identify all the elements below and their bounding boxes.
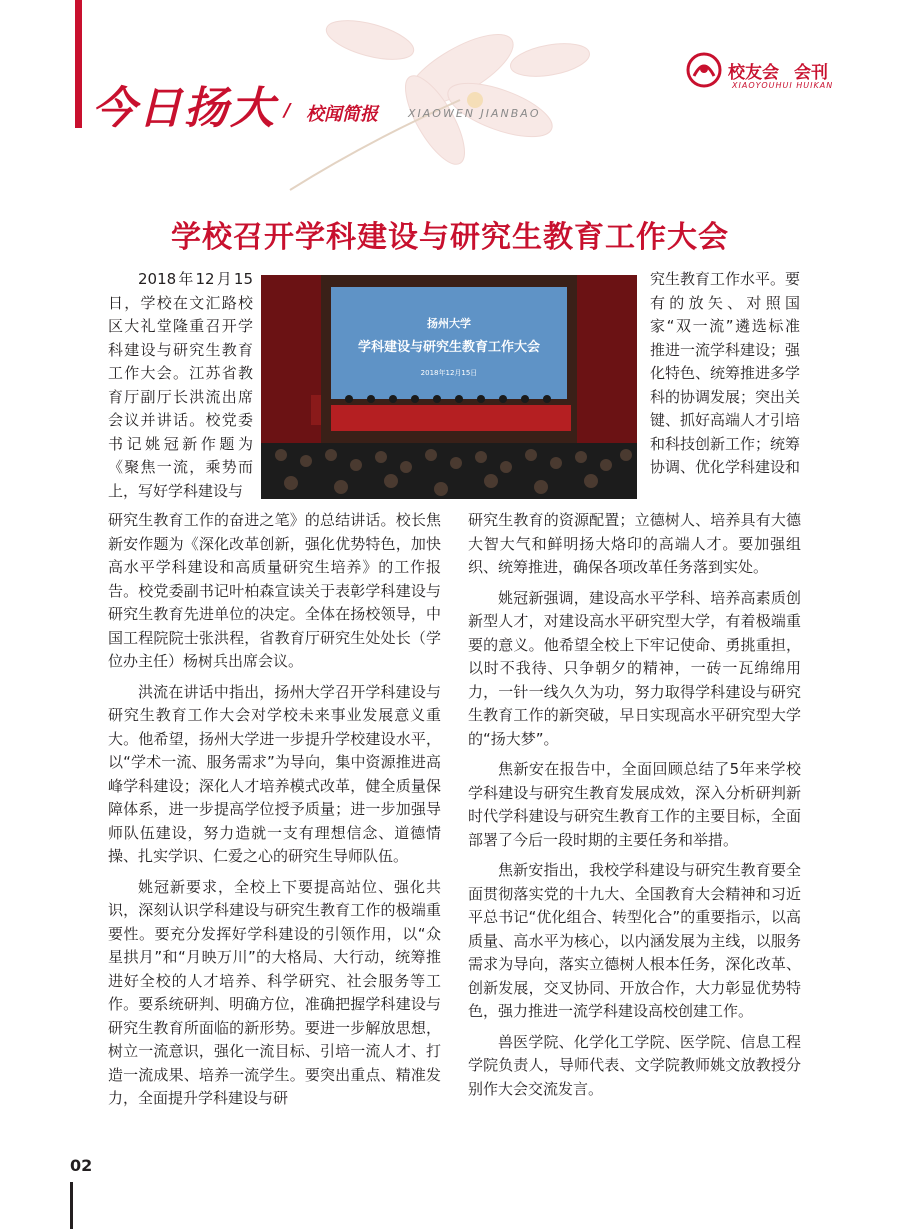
- paragraph-7: 兽医学院、化学化工学院、医学院、信息工程学院负责人，导师代表、文学院教师姚文放教授分别作大会交流发言。: [468, 1032, 801, 1098]
- paragraph-1-continued: 研究生教育工作的奋进之笔》的总结讲话。校长焦新安作题为《深化改革创新，强化优势特色，加快高水平学科建设和高质量研究生培养》的工作报告。校党委副书记叶柏森宣读关于表彰学科建设与研究生教育先进单位的决定。全体在扬校领导，中国工程院院士张洪程，省教育厅研究生处处长（学位办主任）杨树兵出席会议。: [108, 511, 441, 670]
- section-divider: /: [284, 100, 291, 121]
- paragraph-3-continued: 究生教育工作水平。要有的放矢、对照国家“双一流”遴选标准推进一流学科建设；强化特色、统筹推进多学科的协调发展；突出关键、抓好高端人才引培和科技创新工作；统筹协调、优化学科建设和: [650, 270, 801, 476]
- screen-conference-title: 学科建设与研究生教育工作大会: [357, 340, 541, 355]
- alumni-association-logo-icon: [686, 52, 722, 88]
- brand-title: 今日扬大: [92, 83, 276, 134]
- paragraph-4: 姚冠新强调，建设高水平学科、培养高素质创新型人才，对建设高水平研究型大学，有着极端重要的意义。他希望全校上下牢记使命、勇挑重担，以时不我待、只争朝夕的精神，一砖一瓦绵绵用力，一针一线久久为功，努力取得学科建设与研究生教育工作的新突破，早日实现高水平研究型大学的“扬大梦”。: [468, 588, 801, 748]
- header-accent-bar: [75, 0, 82, 128]
- screen-school-name: 扬州大学: [427, 317, 471, 330]
- paragraph-1-start: 2018年12月15日，学校在文汇路校区大礼堂隆重召开学科建设与研究生教育工作大会。江苏省教育厅副厅长洪流出席会议并讲话。校党委书记姚冠新作题为《聚焦一流，乘势而上，写好学科建设与: [108, 270, 253, 500]
- article-column-right: [468, 509, 801, 1101]
- paragraph-3-end: 研究生教育的资源配置；立德树人、培养具有大德大智大气和鲜明扬大烙印的高端人才。要加强组织、统筹推进，确保各项改革任务落到实处。: [468, 511, 801, 576]
- article-title: 学校召开学科建设与研究生教育工作大会: [171, 220, 729, 255]
- conference-photo: [261, 275, 637, 499]
- paragraph-6: 焦新安指出，我校学科建设与研究生教育要全面贯彻落实党的十九大、全国教育大会精神和习近平总书记“优化组合、转型化合”的重要指示，以高质量、高水平为核心，以内涵发展为主线，以服务需求为导向，落实立德树人根本任务，深化改革、创新发展，交叉协同、开放合作，大力彰显优势特色，强力推进一流学科建设高校创建工作。: [468, 861, 801, 1020]
- flower-background-illustration: [250, 0, 610, 200]
- screen-date: 2018年12月15日: [420, 369, 478, 377]
- section-title-pinyin: XIAOWEN JIANBAO: [408, 107, 541, 120]
- paragraph-3: 姚冠新要求，全校上下要提高站位、强化共识，深刻认识学科建设与研究生教育工作的极端重要性。要充分发挥好学科建设的引领作用，以“众星拱月”和“月映万川”的大格局、大行动，统筹推进好全校的人才培养、科学研究、社会服务等工作。要系统研判、明确方位，准确把握学科建设与研究生教育所面临的新形势。要进一步解放思想，树立一流意识，强化一流目标、引培一流人才、打造一流成果、培养一流学生。要突出重点、精准发力，全面提升学科建设与研: [108, 877, 441, 1107]
- page-number: 02: [70, 1156, 93, 1175]
- paragraph-5: 焦新安在报告中，全面回顾总结了5年来学校学科建设与研究生教育发展成效，深入分析研判新时代学科建设与研究生教育工作的主要目标，全面部署了今后一段时期的主要任务和举措。: [468, 760, 801, 849]
- footer-rule: [70, 1182, 73, 1229]
- article-column-left: [108, 509, 441, 1111]
- section-title: 校闻简报: [306, 104, 378, 125]
- article-column-left-top: [108, 268, 253, 503]
- article-column-right-top: [650, 268, 800, 480]
- magazine-type: 会刊: [794, 63, 828, 83]
- magazine-name-pinyin: XIAOYOUHUI HUIKAN: [732, 81, 834, 90]
- magazine-name: 校友会: [728, 63, 779, 83]
- paragraph-2: 洪流在讲话中指出，扬州大学召开学科建设与研究生教育工作大会对学校未来事业发展意义重大。他希望，扬州大学进一步提升学校建设水平，以“学术一流、服务需求”为导向，集中资源推进高峰学科建设；深化人才培养模式改革，健全质量保障体系，进一步提高学位授予质量；进一步加强导师队伍建设，努力造就一支有理想信念、道德情操、扎实学识、仁爱之心的研究生导师队伍。: [108, 682, 441, 865]
